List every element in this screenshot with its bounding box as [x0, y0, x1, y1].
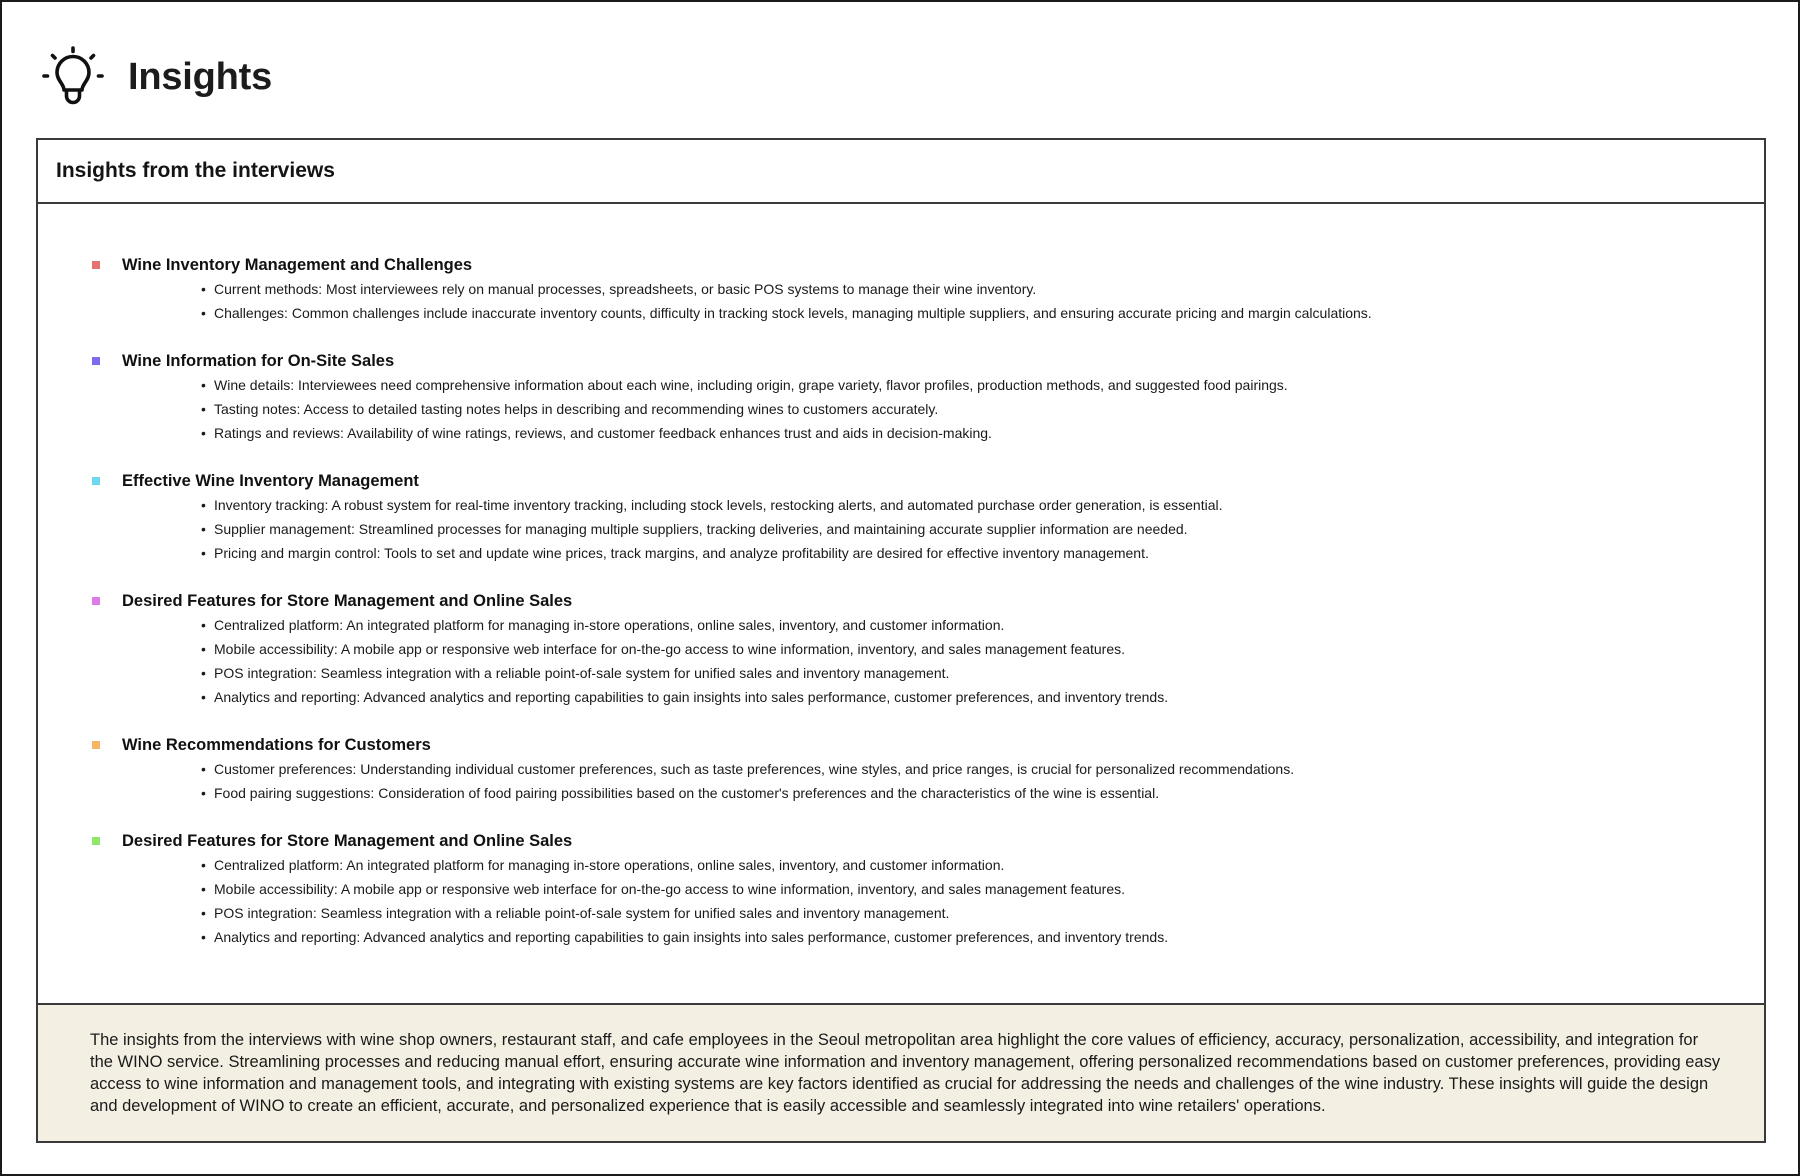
section-head — [90, 829, 1764, 853]
insight-section — [90, 589, 1764, 709]
list-item — [201, 373, 1764, 397]
list-item-text: POS integration: Seamless integration with a reliable point-of-sale system for unified sales and inventory management. — [214, 665, 950, 681]
list-item — [201, 757, 1764, 781]
card-header — [38, 140, 1764, 204]
list-item — [201, 301, 1764, 325]
list-item — [201, 877, 1764, 901]
list-item-text: Analytics and reporting: Advanced analytics and reporting capabilities to gain insights into sales performance, customer preferences, and inventory trends. — [214, 689, 1169, 705]
list-item-text: Customer preferences: Understanding individual customer preferences, such as taste preferences, wine styles, and price ranges, is crucial for personalized recommendations. — [214, 761, 1295, 777]
bullet-list — [90, 853, 1764, 949]
section-head — [90, 733, 1764, 757]
card-body — [38, 204, 1764, 1003]
list-item — [201, 517, 1764, 541]
insight-section — [90, 253, 1764, 325]
bullet-list — [90, 373, 1764, 445]
bullet-dot-icon: • — [201, 401, 206, 417]
insights-card — [36, 138, 1766, 1143]
bullet-dot-icon: • — [201, 665, 206, 681]
bullet-list — [90, 613, 1764, 709]
bullet-dot-icon: • — [201, 545, 206, 561]
list-item-text: Current methods: Most interviewees rely on manual processes, spreadsheets, or basic POS systems to manage their wine inventory. — [214, 281, 1037, 297]
list-item — [201, 493, 1764, 517]
bullet-dot-icon: • — [201, 929, 206, 945]
list-item-text: Ratings and reviews: Availability of wine ratings, reviews, and customer feedback enhances trust and aids in decision-making. — [214, 425, 992, 441]
section-color-marker — [92, 597, 100, 605]
section-color-marker — [92, 357, 100, 365]
section-head — [90, 469, 1764, 493]
insight-section — [90, 829, 1764, 949]
bullet-dot-icon: • — [201, 617, 206, 633]
bullet-dot-icon: • — [201, 881, 206, 897]
list-item — [201, 661, 1764, 685]
list-item-text: Challenges: Common challenges include inaccurate inventory counts, difficulty in tracking stock levels, managing multiple suppliers, and ensuring accurate pricing and margin calculations. — [214, 305, 1372, 321]
bullet-dot-icon: • — [201, 497, 206, 513]
insight-sections — [90, 253, 1764, 949]
list-item-text: Centralized platform: An integrated platform for managing in-store operations, online sales, inventory, and customer information. — [214, 857, 1005, 873]
section-head — [90, 589, 1764, 613]
section-color-marker — [92, 477, 100, 485]
section-head — [90, 349, 1764, 373]
bullet-dot-icon: • — [201, 305, 206, 321]
list-item — [201, 853, 1764, 877]
summary-text: The insights from the interviews with wine shop owners, restaurant staff, and cafe employees in the Seoul metropolitan area highlight the core values of efficiency, accuracy, personalization, accessibility, and integration for the WINO service. Streamlining processes and reducing manual effort, ensuring accurate wine information and inventory management, offering personalized recommendations based on customer preferences, providing easy access to wine information and management tools, and integrating with existing systems are key factors identified as crucial for addressing the needs and challenges of the wine industry. These insights will guide the design and development of WINO to create an efficient, accurate, and personalized experience that is easily accessible and seamlessly integrated into wine retailers' operations. — [90, 1031, 1721, 1115]
list-item — [201, 637, 1764, 661]
list-item-text: POS integration: Seamless integration with a reliable point-of-sale system for unified sales and inventory management. — [214, 905, 950, 921]
list-item-text: Food pairing suggestions: Consideration of food pairing possibilities based on the customer's preferences and the characteristics of the wine is essential. — [214, 785, 1160, 801]
bullet-dot-icon: • — [201, 521, 206, 537]
page-header — [42, 46, 272, 108]
section-title: Desired Features for Store Management and Online Sales — [122, 831, 573, 850]
insight-section — [90, 733, 1764, 805]
list-item-text: Centralized platform: An integrated platform for managing in-store operations, online sales, inventory, and customer information. — [214, 617, 1005, 633]
bullet-list — [90, 277, 1764, 325]
list-item-text: Pricing and margin control: Tools to set and update wine prices, track margins, and analyze profitability are desired for effective inventory management. — [214, 545, 1149, 561]
section-title: Effective Wine Inventory Management — [122, 471, 419, 490]
bullet-dot-icon: • — [201, 785, 206, 801]
bullet-dot-icon: • — [201, 281, 206, 297]
list-item — [201, 541, 1764, 565]
section-color-marker — [92, 837, 100, 845]
bullet-list — [90, 493, 1764, 565]
list-item-text: Wine details: Interviewees need comprehensive information about each wine, including origin, grape variety, flavor profiles, production methods, and suggested food pairings. — [214, 377, 1288, 393]
section-color-marker — [92, 741, 100, 749]
card-title: Insights from the interviews — [56, 159, 335, 182]
summary-panel — [38, 1003, 1764, 1141]
list-item — [201, 901, 1764, 925]
list-item-text: Supplier management: Streamlined processes for managing multiple suppliers, tracking deliveries, and maintaining accurate supplier information are needed. — [214, 521, 1188, 537]
list-item — [201, 421, 1764, 445]
section-color-marker — [92, 261, 100, 269]
list-item — [201, 277, 1764, 301]
insight-section — [90, 469, 1764, 565]
list-item-text: Tasting notes: Access to detailed tasting notes helps in describing and recommending wines to customers accurately. — [214, 401, 939, 417]
bullet-dot-icon: • — [201, 377, 206, 393]
list-item — [201, 781, 1764, 805]
section-title: Desired Features for Store Management and Online Sales — [122, 591, 573, 610]
bullet-list — [90, 757, 1764, 805]
bullet-dot-icon: • — [201, 689, 206, 705]
list-item — [201, 685, 1764, 709]
list-item-text: Mobile accessibility: A mobile app or responsive web interface for on-the-go access to wine information, inventory, and sales management features. — [214, 641, 1125, 657]
bullet-dot-icon: • — [201, 857, 206, 873]
section-title: Wine Inventory Management and Challenges — [122, 255, 473, 274]
bullet-dot-icon: • — [201, 905, 206, 921]
list-item-text: Mobile accessibility: A mobile app or responsive web interface for on-the-go access to wine information, inventory, and sales management features. — [214, 881, 1125, 897]
insight-section — [90, 349, 1764, 445]
bullet-dot-icon: • — [201, 761, 206, 777]
bullet-dot-icon: • — [201, 425, 206, 441]
bullet-dot-icon: • — [201, 641, 206, 657]
list-item — [201, 397, 1764, 421]
lightbulb-icon — [42, 46, 104, 108]
list-item — [201, 613, 1764, 637]
list-item — [201, 925, 1764, 949]
page-title: Insights — [128, 55, 273, 98]
section-title: Wine Information for On-Site Sales — [122, 351, 395, 370]
list-item-text: Inventory tracking: A robust system for real-time inventory tracking, including stock levels, restocking alerts, and automated purchase order generation, is essential. — [214, 497, 1223, 513]
list-item-text: Analytics and reporting: Advanced analytics and reporting capabilities to gain insights into sales performance, customer preferences, and inventory trends. — [214, 929, 1169, 945]
section-head — [90, 253, 1764, 277]
section-title: Wine Recommendations for Customers — [122, 735, 431, 754]
